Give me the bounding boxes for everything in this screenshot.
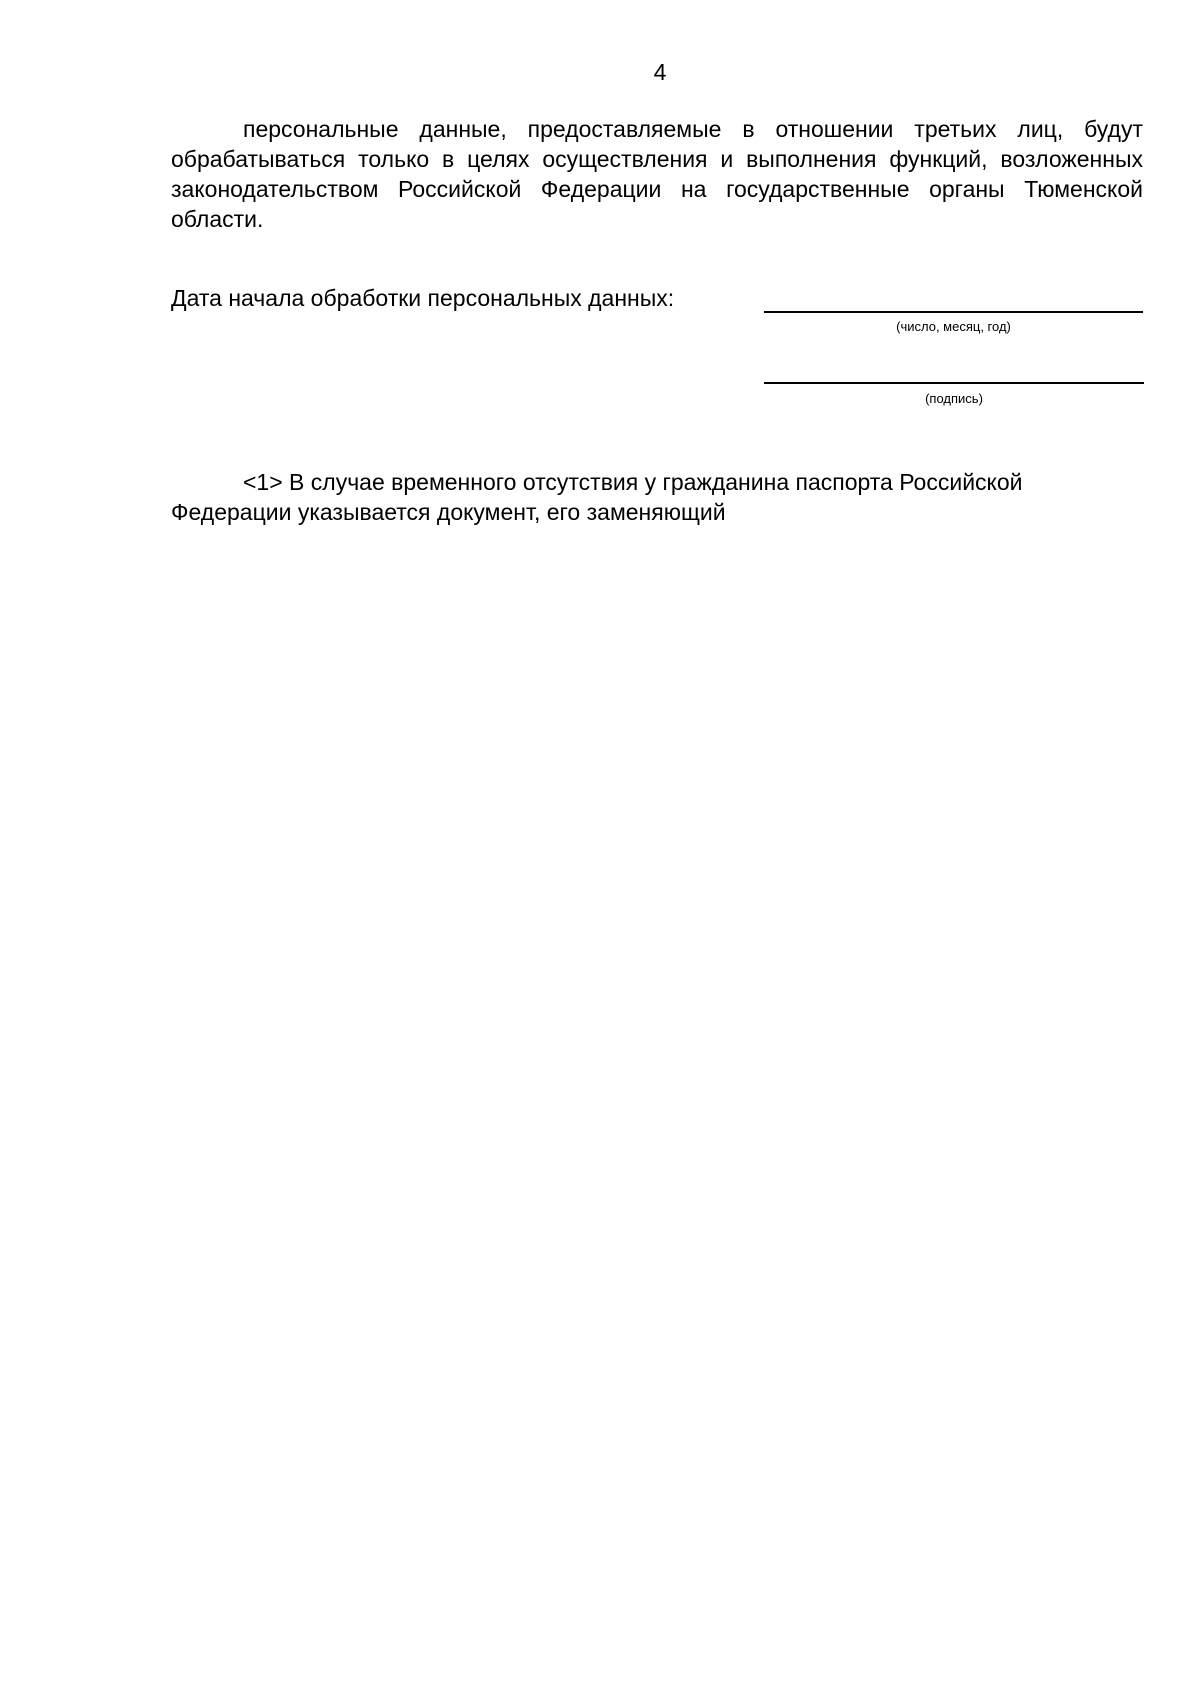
footnote: <1> В случае временного отсутствия у гражданина паспорта Российской Федерации указывается документ, его заменяющий [171,469,1023,525]
page-number: 4 [653,59,667,85]
date-blank-line [764,311,1143,313]
signature-blank-line [764,382,1144,384]
processing-start-date-label: Дата начала обработки персональных данных: [171,285,675,311]
date-caption: (число, месяц, год) [896,319,1011,334]
body-paragraph: персональные данные, предоставляемые в отношении третьих лиц, будут обрабатываться только в целях осуществления и выполнения функций, возложенных законодательством Российской Федерации на государственные органы Тюменской области. [171,116,1143,232]
signature-caption: (подпись) [925,391,983,406]
